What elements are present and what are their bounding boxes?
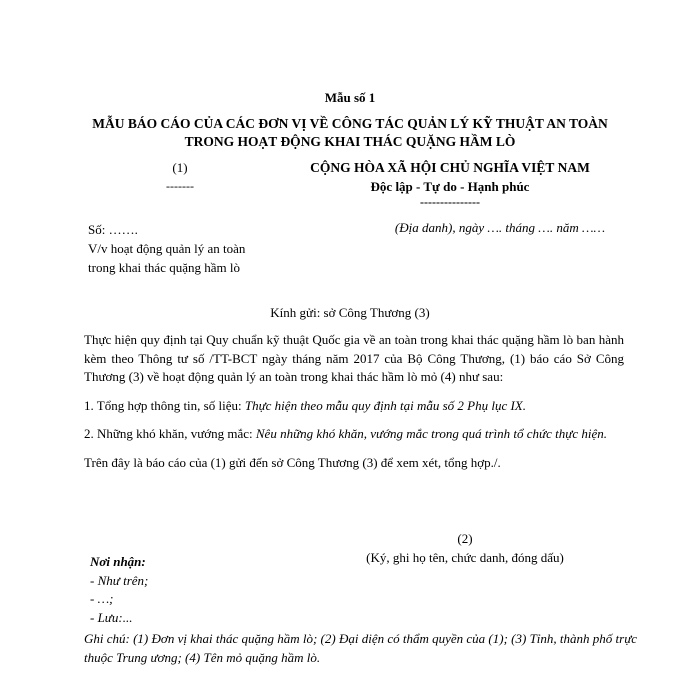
document-body [84, 331, 624, 482]
national-divider: --------------- [420, 195, 480, 209]
body-item-2-text: Nêu những khó khăn, vướng mắc trong quá trình tổ chức thực hiện. [255, 426, 607, 441]
document-subject-line-1: V/v hoạt động quản lý an toàn [88, 241, 246, 256]
national-name: CỘNG HÒA XÃ HỘI CHỦ NGHĨA VIỆT NAM [310, 160, 590, 175]
recipient-item: - Như trên; [90, 572, 149, 588]
issuing-unit: (1) [172, 160, 188, 175]
document-title [60, 115, 640, 151]
body-item-1 [84, 397, 624, 416]
body-item-2 [84, 425, 624, 444]
national-header [270, 158, 630, 208]
footnote: Ghi chú: (1) Đơn vị khai thác quặng hầm lò; (2) Đại diện có thẩm quyền của (1); (3) Tỉnh, thành phố trực thuộc Trung ương; (4) Tên mỏ quặng hầm lò. [84, 631, 638, 665]
place-and-date: (Địa danh), ngày …. tháng …. năm …… [394, 220, 606, 235]
recipient-item: - …; [90, 591, 114, 606]
body-intro: Thực hiện quy định tại Quy chuẩn kỹ thuật Quốc gia về an toàn trong khai thác quặng hầm lò ban hành kèm theo Thông tư số /TT-BCT ngày tháng năm 2017 của Bộ Công Thương, (1) báo cáo Sở Công Thương (3) về hoạt động quản lý an toàn trong khai thác hầm lò mỏ (4) như sau: [84, 332, 624, 384]
form-number: Mẫu số 1 [324, 90, 376, 105]
recipients-heading: Nơi nhận: [90, 554, 146, 569]
recipient-greeting: Kính gửi: sở Công Thương (3) [270, 305, 430, 320]
body-item-1-text: Thực hiện theo mẫu quy định tại mẫu số 2 Phụ lục IX. [244, 397, 526, 413]
issuing-unit-divider: ------- [166, 179, 194, 193]
issuing-unit-header [130, 159, 230, 195]
document-number: Số: ……. [88, 222, 138, 237]
signer-reference: (2) [457, 531, 473, 546]
document-subject-line-2: trong khai thác quặng hầm lò [88, 260, 240, 275]
body-item-1-label: 1. Tổng hợp thông tin, số liệu: [84, 397, 245, 413]
signature-instruction: (Ký, ghi họ tên, chức danh, đóng dấu) [366, 550, 564, 565]
recipient-item: - Lưu:... [90, 609, 133, 625]
document-reference [88, 220, 328, 277]
body-closing: Trên đây là báo cáo của (1) gửi đến sở Công Thương (3) để xem xét, tổng hợp./. [84, 454, 501, 470]
title-line-2: TRONG HOẠT ĐỘNG KHAI THÁC QUẶNG HẦM LÒ [184, 134, 516, 149]
signature-block [330, 529, 600, 567]
title-line-1: MẪU BÁO CÁO CỦA CÁC ĐƠN VỊ VỀ CÔNG TÁC QUẢN LÝ KỸ THUẬT AN TOÀN [92, 116, 608, 131]
national-motto: Độc lập - Tự do - Hạnh phúc [370, 179, 530, 194]
recipients-list [90, 553, 290, 627]
body-item-2-label: 2. Những khó khăn, vướng mắc: [84, 426, 256, 441]
